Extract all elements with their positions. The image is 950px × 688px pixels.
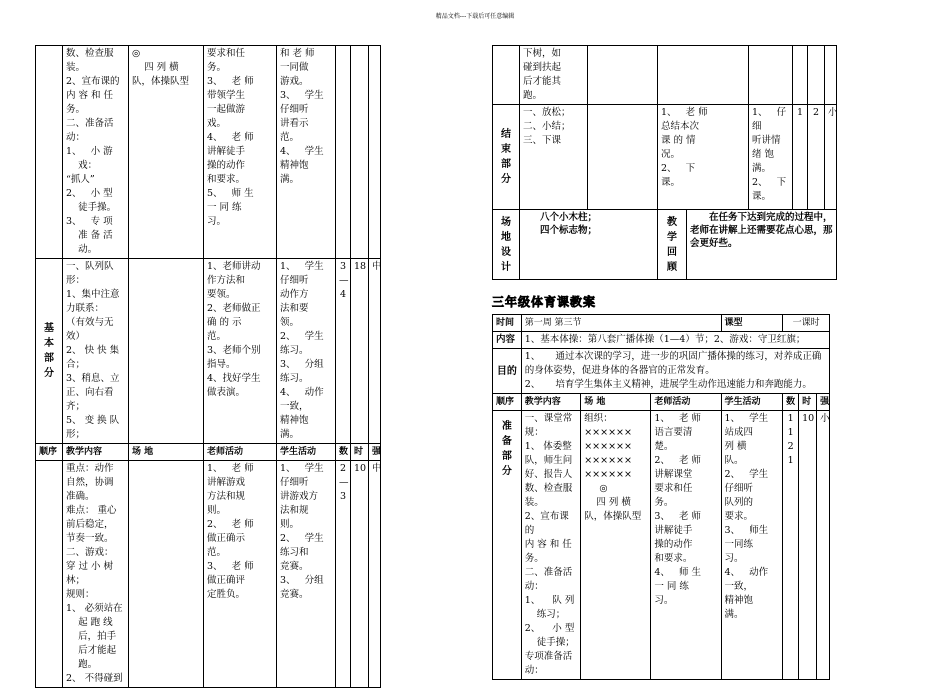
teacher-cell: 要求和任 务。 3、 老 师 带领学生 一起做游 戏。 4、 老 师 讲解徒手 操的动作 和要求。 5、 师 生 一 同 练 习。	[204, 46, 277, 259]
count-cell: 1 1 2 1	[783, 411, 799, 680]
time-cell: 10	[799, 411, 817, 680]
column-header-row: 顺序 教学内容 场 地 老师活动 学生活动 数 时 强	[493, 394, 830, 411]
type-value: 一课时	[783, 315, 830, 332]
table-row	[493, 315, 830, 332]
student-cell: 1、 学生 仔细听 讲游戏方 法和规 则。 2、 学生 练习和 竞赛。 3、 分组 竞赛。	[277, 461, 336, 688]
right-lesson-table	[492, 45, 837, 280]
table-row	[493, 332, 830, 349]
content-cell: 一、课堂常 规： 1、 体委整 队，师生问 好、报告人 数、检查服 装。 2、宣布课的 内 容 和 任 务。 二、准备活 动： 1、 队 列 练习； 2、 小 型 徒手操； 专项准备活 动：	[521, 411, 581, 680]
type-label: 课型	[721, 315, 783, 332]
count-cell: 1	[793, 105, 808, 210]
section-label-prep: 准 备 部 分	[493, 411, 522, 680]
student-cell: 1、 仔细 听讲情 绪 饱 满。 2、 下 课。	[749, 105, 793, 210]
time-label: 时间	[493, 315, 522, 332]
section-label-reflect: 教 学 回 顾	[658, 210, 687, 280]
order-cell	[36, 46, 63, 259]
student-cell: 1、 学生 仔细听 动作方 法和要 领。 2、 学生 练习。 3、 分组 练习。 4、 动作 一致， 精神饱 满。	[277, 259, 336, 444]
column-header-row: 顺序 教学内容 场 地 老师活动 学生活动 数 时 强	[36, 444, 381, 461]
table-row	[36, 259, 381, 444]
page-header: 精品文档---下载后可任意编辑	[435, 13, 515, 20]
table-row	[36, 461, 381, 688]
teacher-cell: 1、 老 师 总结本次 课 的 情 况。 2、 下 课。	[658, 105, 749, 210]
table-row	[493, 46, 837, 105]
intensity-cell: 中	[369, 461, 381, 688]
goal-label: 目的	[493, 349, 522, 394]
student-cell: 和 老 师 一同做 游戏。 3、 学生 仔细听 讲看示 范。 4、 学生 精神饱 满。	[277, 46, 336, 259]
content-cell: 重点：动作 自然，协调 准确。 难点： 重心 前后稳定， 节奏一致。 二、游戏： 穿 过 小 树 林； 规则： 1、 必须站在 起 跑 线 后，拍手 后才能起 跑。 2、 不得碰到	[63, 461, 129, 688]
time-cell: 10	[351, 461, 369, 688]
table-row	[493, 210, 837, 280]
section-label-design: 场 地 设 计	[493, 210, 520, 280]
site-cell	[129, 461, 204, 688]
intensity-cell: 中	[369, 259, 381, 444]
content-cell: 数、检查服 装。 2、宣布课的 内 容 和 任 务。 二、准备活 动： 1、 小 游 戏： “抓人” 2、 小 型 徒手操。 3、 专 项 准 备 活 动。	[63, 46, 129, 259]
intensity-cell: 小	[825, 105, 837, 210]
site-design-cell: 八个小木柱； 四个标志物；	[520, 210, 658, 280]
content-cell: 下树，如 碰到扶起 后才能其 跑。	[520, 46, 588, 105]
content-value: 1、基本体操：第八套广播体操（1—4）节；2、游戏：守卫红旗；	[521, 332, 829, 349]
teacher-cell: 1、 老 师 讲解游戏 方法和规 则。 2、 老 师 做正确示 范。 3、 老 师 做正确评 定胜负。	[204, 461, 277, 688]
content-cell: 一、放松； 二、小结； 三、下课	[520, 105, 588, 210]
site-cell	[588, 105, 658, 210]
time-cell: 18	[351, 259, 369, 444]
student-cell: 1、 学生 站成四 列 横 队。 2、 学生 仔细听 队列的 要求。 3、 师生 一同练 习。 4、 动作 一致， 精神饱 满。	[721, 411, 783, 680]
site-cell: ◎ 四 列 横 队，体操队型	[129, 46, 204, 259]
site-cell	[129, 259, 204, 444]
content-cell: 一、队列队 形： 1、集中注意 力联系： （有效与无 效） 2、 快 快 集 合； 3、稍息、立 正、向右看 齐； 5、 变 换 队 形；	[63, 259, 129, 444]
teacher-cell: 1、 老 师 语言要清 楚。 2、 老 师 讲解课堂 要求和任 务。 3、 老 师 讲解徒手 操的动作 和要求。 4、 师 生 一 同 练 习。	[651, 411, 721, 680]
reflect-cell: 在任务下达到完成的过程中，老师在讲解上还需要花点心思，那会更好些。	[687, 210, 837, 280]
content-label: 内容	[493, 332, 522, 349]
table-row	[493, 349, 830, 394]
time-cell: 2	[808, 105, 825, 210]
site-cell: 组织： ×××××× ×××××× ×××××× ×××××× ◎ 四 列 横 队，体操队型	[581, 411, 651, 680]
section-label-basic: 基 本 部 分	[36, 259, 63, 444]
teacher-cell: 1、老师讲动 作方法和 要领。 2、老师做正 确 的 示 范。 3、老师个别 指导。 4、找好学生 做表演。	[204, 259, 277, 444]
goal-value: 1、 通过本次课的学习，进一步的巩固广播体操的练习，对养成正确的身体姿势，促进身体的各器官的正常发育。 2、 培育学生集体主义精神，进展学生动作迅速能力和奔跑能力。	[521, 349, 829, 394]
count-cell: 2 — 3	[336, 461, 351, 688]
section-label-end: 结 束 部 分	[493, 105, 520, 210]
table-row	[36, 46, 381, 259]
lesson-title: 三年级体育课教案	[492, 295, 597, 309]
time-value: 第一周 第三节	[521, 315, 721, 332]
table-row	[493, 411, 830, 680]
table-row	[493, 105, 837, 210]
intensity-cell: 小	[817, 411, 830, 680]
left-lesson-table	[35, 45, 381, 688]
lesson2-table	[492, 314, 830, 680]
count-cell: 3 — 4	[336, 259, 351, 444]
